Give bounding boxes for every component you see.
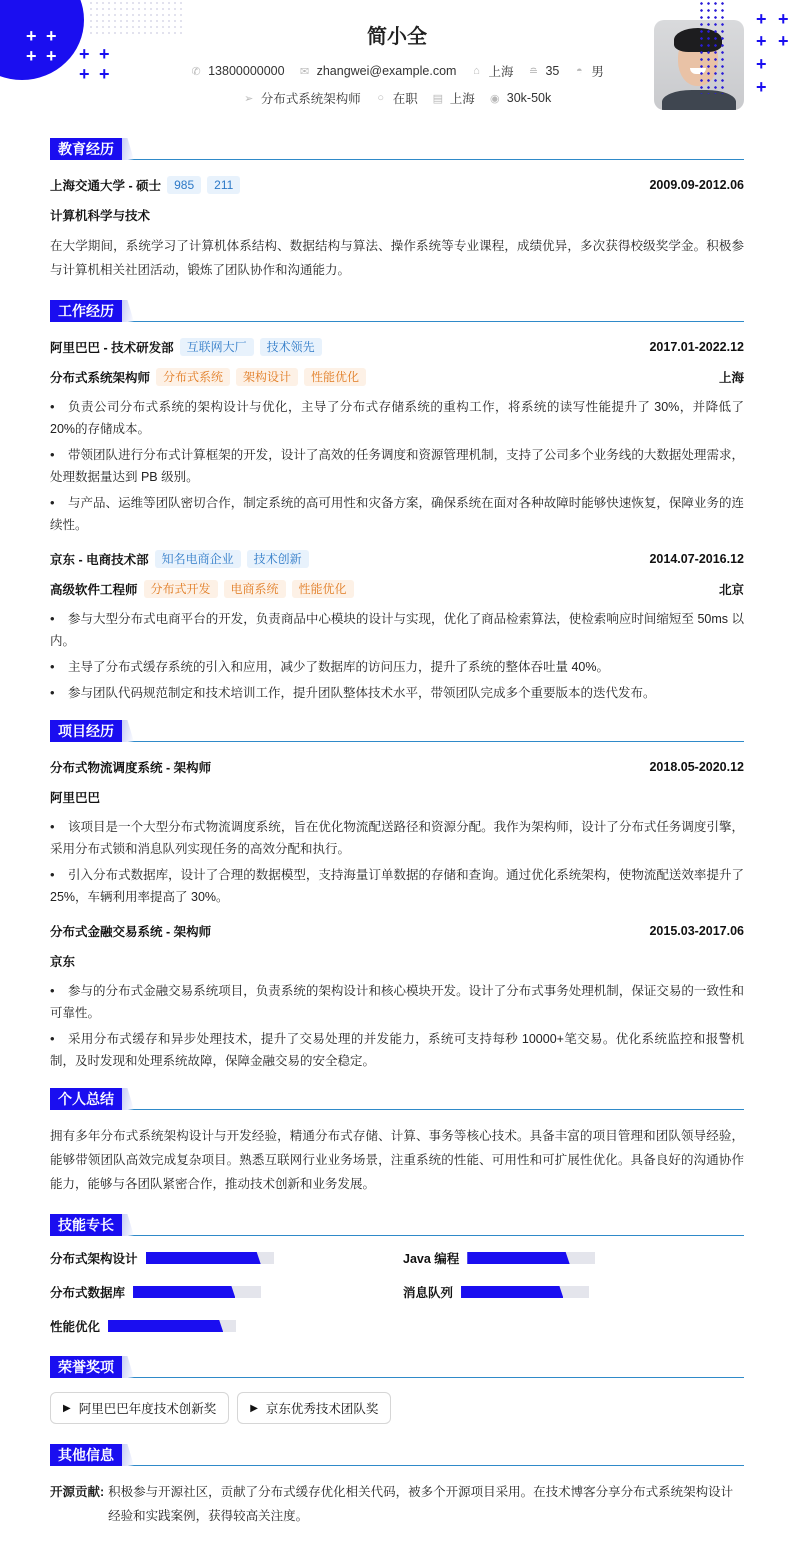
job-location: 北京 [718, 583, 744, 597]
award-name: 京东优秀技术团队奖 [265, 1402, 379, 1416]
list-item: • 负责公司分布式系统的架构设计与优化，主导了分布式存储系统的重构工作，将系统的读写性能提升了 30%，并降低了 20%的存储成本。 [50, 396, 744, 440]
company-tag: 技术领先 [260, 338, 322, 356]
skill-name: 分布式架构设计 [50, 1252, 138, 1266]
section-title: 项目经历 [50, 720, 122, 742]
skill-tag: 分布式系统 [156, 368, 230, 386]
skills-grid [50, 1250, 744, 1334]
contact-gender: ◓ 男 [573, 62, 604, 80]
skill-level-bar [133, 1286, 261, 1298]
section-education [50, 136, 744, 282]
age-icon: ≘ [528, 65, 539, 78]
skill-name: Java 编程 [403, 1252, 460, 1266]
building-icon: ▤ [432, 92, 443, 105]
summary-text: 拥有多年分布式系统架构设计与开发经验，精通分布式存储、计算、事务等核心技术。具备丰富的项目管理和团队领导经验，能够带领团队高效完成复杂项目。熟悉互联网行业业务场景，注重系统的性能、可用性和可扩展性优化。具备良好的沟通协作能力，能够与各团队紧密合作，推动技术创新和业务发展。 [50, 1129, 744, 1191]
project-bullets [50, 816, 744, 908]
desired-city: ▤ 上海 [432, 92, 475, 106]
desired-salary: ◉ 30k-50k [489, 91, 552, 105]
candidate-name: 简小全 [367, 26, 427, 48]
plus-icon: + [26, 46, 37, 66]
company-name: 阿里巴巴 - 技术研发部 [50, 341, 174, 355]
project-bullets [50, 980, 744, 1072]
section-title: 教育经历 [50, 138, 122, 160]
project-company: 阿里巴巴 [50, 791, 101, 805]
skill-name: 消息队列 [403, 1286, 454, 1300]
school-tag: 985 [167, 176, 201, 194]
skill-tag: 电商系统 [224, 580, 286, 598]
play-triangle-icon: ▶ [250, 1402, 258, 1414]
contact-phone: ✆ 13800000000 [191, 64, 285, 78]
company-tag: 互联网大厂 [180, 338, 254, 356]
plus-icon: + [778, 9, 789, 29]
award-name: 阿里巴巴年度技术创新奖 [78, 1402, 217, 1416]
school-tag: 211 [207, 176, 240, 194]
project-entry [50, 920, 744, 1072]
skill-name: 性能优化 [50, 1320, 101, 1334]
list-item: • 主导了分布式缓存系统的引入和应用，减少了数据库的访问压力，提升了系统的整体吞吐量 40%。 [50, 656, 744, 678]
other-info-key: 开源贡献: [50, 1485, 105, 1499]
skill-level-bar [461, 1286, 589, 1298]
project-company: 京东 [50, 955, 76, 969]
plus-icon: + [756, 54, 767, 74]
section-title: 个人总结 [50, 1088, 122, 1110]
section-title: 工作经历 [50, 300, 122, 322]
major: 计算机科学与技术 [50, 209, 151, 223]
section-projects [50, 718, 744, 1072]
plus-icon: + [99, 64, 110, 84]
section-title: 其他信息 [50, 1444, 122, 1466]
section-work [50, 298, 744, 704]
company-tag: 知名电商企业 [155, 550, 241, 568]
home-icon: ⌂ [473, 65, 480, 77]
employment-status: ○ 在职 [375, 89, 418, 107]
plus-icon: + [756, 9, 767, 29]
skill-tag: 性能优化 [304, 368, 366, 386]
skill-item [403, 1284, 744, 1300]
skill-item [403, 1250, 744, 1266]
list-item: • 带领团队进行分布式计算框架的开发，设计了高效的任务调度和资源管理机制，支持了公司多个业务线的大数据处理需求，处理数据量达到 PB 级别。 [50, 444, 744, 488]
job-location: 上海 [718, 371, 744, 385]
contact-row-secondary [50, 89, 744, 107]
education-description: 在大学期间，系统学习了计算机体系结构、数据结构与算法、操作系统等专业课程，成绩优异，多次获得校级奖学金。积极参与计算机相关社团活动，锻炼了团队协作和沟通能力。 [50, 239, 744, 277]
section-title: 荣誉奖项 [50, 1356, 122, 1378]
contact-residence: ⌂ 上海 [470, 62, 513, 80]
skill-level-bar [146, 1252, 274, 1264]
skill-level-bar [108, 1320, 236, 1332]
project-date: 2018.05-2020.12 [649, 760, 744, 774]
decorative-dot-grid [698, 0, 728, 94]
plus-icon: + [46, 26, 57, 46]
list-item: • 参与团队代码规范制定和技术培训工作，提升团队整体技术水平，带领团队完成多个重要版本的迭代发布。 [50, 682, 744, 704]
work-entry [50, 548, 744, 704]
section-other [50, 1442, 744, 1528]
job-date: 2014.07-2016.12 [649, 552, 744, 566]
plus-icon: + [778, 31, 789, 51]
plus-icon: + [46, 46, 57, 66]
plus-icon: + [79, 44, 90, 64]
job-position: 高级软件工程师 [50, 583, 138, 597]
section-skills [50, 1212, 744, 1334]
skill-item [50, 1250, 403, 1266]
section-awards [50, 1354, 744, 1424]
project-name: 分布式金融交易系统 - 架构师 [50, 925, 212, 939]
school-name: 上海交通大学 - 硕士 [50, 179, 162, 193]
contact-age: ≘ 35 [528, 64, 560, 78]
skill-tag: 分布式开发 [144, 580, 218, 598]
job-bullets [50, 396, 744, 536]
skill-item [50, 1318, 403, 1334]
project-date: 2015.03-2017.06 [649, 924, 744, 938]
section-summary [50, 1086, 744, 1196]
awards-list [50, 1392, 744, 1424]
gender-icon: ◓ [576, 65, 583, 77]
list-item: • 参与的分布式金融交易系统项目，负责系统的架构设计和核心模块开发。设计了分布式事务处理机制，保证交易的一致性和可靠性。 [50, 980, 744, 1024]
company-tag: 技术创新 [247, 550, 309, 568]
contact-row-primary [50, 62, 744, 80]
list-item: • 与产品、运维等团队密切合作，制定系统的高可用性和灾备方案，确保系统在面对各种故障时能够快速恢复，保障业务的连续性。 [50, 492, 744, 536]
send-icon: ➢ [244, 92, 254, 105]
job-bullets [50, 608, 744, 704]
skill-item [50, 1284, 403, 1300]
award-item[interactable] [50, 1392, 229, 1424]
play-triangle-icon: ▶ [63, 1402, 71, 1414]
project-name: 分布式物流调度系统 - 架构师 [50, 761, 212, 775]
plus-icon: + [26, 26, 37, 46]
phone-icon: ✆ [191, 65, 201, 78]
section-title: 技能专长 [50, 1214, 122, 1236]
list-item: • 该项目是一个大型分布式物流调度系统，旨在优化物流配送路径和资源分配。我作为架构师，设计了分布式任务调度引擎，采用分布式锁和消息队列实现任务的高效分配和执行。 [50, 816, 744, 860]
education-date: 2009.09-2012.06 [649, 178, 744, 192]
skill-tag: 架构设计 [236, 368, 298, 386]
job-position: 分布式系统架构师 [50, 371, 151, 385]
mail-icon: ✉ [299, 65, 310, 78]
other-info-item [50, 1480, 744, 1528]
plus-icon: + [99, 44, 110, 64]
company-name: 京东 - 电商技术部 [50, 553, 149, 567]
contact-email: ✉ zhangwei@example.com [299, 64, 457, 78]
other-info-value: 积极参与开源社区，贡献了分布式缓存优化相关代码，被多个开源项目采用。在技术博客分享分布式系统架构设计经验和实践案例，获得较高关注度。 [108, 1485, 734, 1523]
job-date: 2017.01-2022.12 [649, 340, 744, 354]
skill-name: 分布式数据库 [50, 1286, 126, 1300]
plus-icon: + [756, 31, 767, 51]
award-item[interactable] [237, 1392, 391, 1424]
status-icon: ○ [377, 92, 385, 104]
salary-icon: ◉ [489, 92, 500, 105]
list-item: • 参与大型分布式电商平台的开发，负责商品中心模块的设计与实现，优化了商品检索算法，使检索响应时间缩短至 50ms 以内。 [50, 608, 744, 652]
list-item: • 采用分布式缓存和异步处理技术，提升了交易处理的并发能力，系统可支持每秒 10000+笔交易。优化系统监控和报警机制，及时发现和处理系统故障，保障金融交易的安全稳定。 [50, 1028, 744, 1072]
skill-tag: 性能优化 [292, 580, 354, 598]
work-entry [50, 336, 744, 536]
plus-icon: + [79, 64, 90, 84]
project-entry [50, 756, 744, 908]
resume-header [50, 0, 744, 128]
list-item: • 引入分布式数据库，设计了合理的数据模型，支持海量订单数据的存储和查询。通过优化系统架构，使物流配送效率提升了 25%，车辆利用率提高了 30%。 [50, 864, 744, 908]
desired-position: ➢ 分布式系统架构师 [244, 92, 361, 106]
skill-level-bar [467, 1252, 595, 1264]
plus-icon: + [756, 77, 767, 97]
